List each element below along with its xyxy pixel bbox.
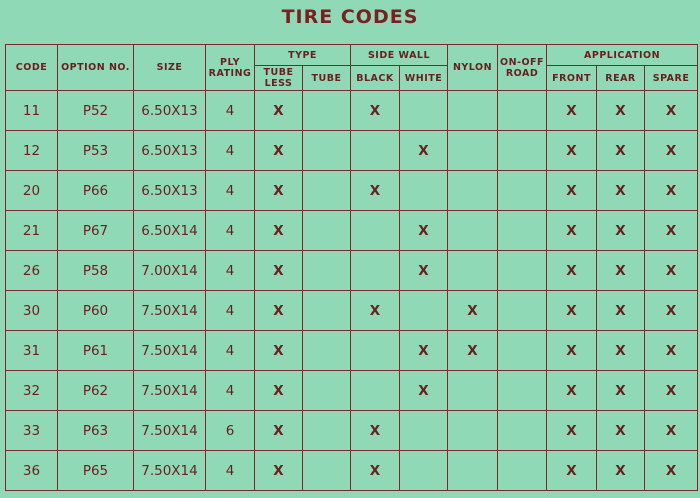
cell-option: P65: [58, 451, 134, 491]
cell-white: [400, 291, 448, 331]
table-row: [6, 91, 698, 131]
cell-black: X: [351, 411, 400, 451]
cell-front: X: [547, 251, 597, 291]
table-row: [6, 411, 698, 451]
cell-black: X: [351, 451, 400, 491]
table-body: [6, 91, 698, 491]
cell-white: [400, 91, 448, 131]
cell-tube: [303, 291, 351, 331]
cell-tube: [303, 411, 351, 451]
cell-front: X: [547, 331, 597, 371]
cell-code: 20: [6, 171, 58, 211]
cell-white: X: [400, 251, 448, 291]
cell-size: 6.50X14: [134, 211, 206, 251]
page-title: TIRE CODES: [281, 6, 419, 28]
header-on-off-road: ON-OFF ROAD: [498, 45, 547, 91]
cell-size: 7.50X14: [134, 291, 206, 331]
cell-spare: X: [645, 411, 698, 451]
table-row: [6, 371, 698, 411]
cell-nylon: X: [448, 291, 498, 331]
cell-code: 12: [6, 131, 58, 171]
cell-size: 6.50X13: [134, 131, 206, 171]
cell-option: P66: [58, 171, 134, 211]
cell-code: 36: [6, 451, 58, 491]
cell-tube: [303, 131, 351, 171]
cell-tubeless: X: [255, 291, 303, 331]
cell-tubeless: X: [255, 371, 303, 411]
cell-rear: X: [597, 291, 645, 331]
cell-rear: X: [597, 451, 645, 491]
cell-size: 7.50X14: [134, 371, 206, 411]
cell-tubeless: X: [255, 171, 303, 211]
cell-white: X: [400, 211, 448, 251]
cell-tube: [303, 91, 351, 131]
header-ply-rating: PLY RATING: [206, 45, 255, 91]
cell-ply: 4: [206, 91, 255, 131]
cell-ply: 4: [206, 171, 255, 211]
cell-ply: 4: [206, 251, 255, 291]
cell-option: P61: [58, 331, 134, 371]
cell-option: P63: [58, 411, 134, 451]
cell-option: P60: [58, 291, 134, 331]
cell-spare: X: [645, 211, 698, 251]
cell-spare: X: [645, 291, 698, 331]
cell-tubeless: X: [255, 211, 303, 251]
cell-black: X: [351, 171, 400, 211]
cell-option: P52: [58, 91, 134, 131]
table-row: [6, 331, 698, 371]
cell-rear: X: [597, 371, 645, 411]
cell-option: P58: [58, 251, 134, 291]
table-row: [6, 131, 698, 171]
cell-nylon: [448, 371, 498, 411]
header-side-wall: SIDE WALL: [351, 45, 448, 66]
header-size: SIZE: [134, 45, 206, 91]
header-tube: TUBE: [303, 66, 351, 91]
cell-option: P62: [58, 371, 134, 411]
cell-nylon: [448, 211, 498, 251]
cell-tubeless: X: [255, 91, 303, 131]
header-white: WHITE: [400, 66, 448, 91]
cell-white: [400, 171, 448, 211]
cell-tubeless: X: [255, 411, 303, 451]
table-row: [6, 251, 698, 291]
cell-on-off-road: [498, 91, 547, 131]
cell-spare: X: [645, 371, 698, 411]
header-nylon: NYLON: [448, 45, 498, 91]
header-option-no: OPTION NO.: [58, 45, 134, 91]
cell-black: [351, 371, 400, 411]
cell-spare: X: [645, 91, 698, 131]
cell-ply: 6: [206, 411, 255, 451]
cell-rear: X: [597, 251, 645, 291]
cell-size: 7.00X14: [134, 251, 206, 291]
header-tubeless: TUBE LESS: [255, 66, 303, 91]
cell-tube: [303, 251, 351, 291]
cell-nylon: [448, 451, 498, 491]
cell-rear: X: [597, 331, 645, 371]
cell-code: 26: [6, 251, 58, 291]
cell-tubeless: X: [255, 451, 303, 491]
header-code: CODE: [6, 45, 58, 91]
cell-ply: 4: [206, 371, 255, 411]
cell-nylon: [448, 171, 498, 211]
cell-on-off-road: [498, 331, 547, 371]
cell-rear: X: [597, 171, 645, 211]
cell-size: 6.50X13: [134, 91, 206, 131]
cell-spare: X: [645, 451, 698, 491]
cell-tube: [303, 371, 351, 411]
cell-size: 7.50X14: [134, 331, 206, 371]
header-black: BLACK: [351, 66, 400, 91]
header-spare: SPARE: [645, 66, 698, 91]
cell-front: X: [547, 211, 597, 251]
cell-nylon: [448, 251, 498, 291]
cell-code: 30: [6, 291, 58, 331]
cell-on-off-road: [498, 171, 547, 211]
cell-code: 33: [6, 411, 58, 451]
cell-nylon: [448, 411, 498, 451]
cell-size: 7.50X14: [134, 451, 206, 491]
cell-rear: X: [597, 91, 645, 131]
cell-on-off-road: [498, 251, 547, 291]
cell-option: P53: [58, 131, 134, 171]
cell-spare: X: [645, 171, 698, 211]
cell-black: [351, 211, 400, 251]
cell-on-off-road: [498, 211, 547, 251]
cell-black: [351, 331, 400, 371]
cell-black: [351, 251, 400, 291]
header-type: TYPE: [255, 45, 351, 66]
cell-rear: X: [597, 411, 645, 451]
cell-tube: [303, 171, 351, 211]
cell-front: X: [547, 451, 597, 491]
cell-white: X: [400, 131, 448, 171]
cell-front: X: [547, 171, 597, 211]
cell-on-off-road: [498, 411, 547, 451]
cell-code: 21: [6, 211, 58, 251]
cell-option: P67: [58, 211, 134, 251]
cell-black: X: [351, 291, 400, 331]
table-row: [6, 451, 698, 491]
cell-white: [400, 451, 448, 491]
cell-rear: X: [597, 211, 645, 251]
cell-white: [400, 411, 448, 451]
cell-front: X: [547, 411, 597, 451]
cell-tubeless: X: [255, 251, 303, 291]
cell-front: X: [547, 371, 597, 411]
header-application: APPLICATION: [547, 45, 698, 66]
cell-black: X: [351, 91, 400, 131]
cell-rear: X: [597, 131, 645, 171]
cell-front: X: [547, 291, 597, 331]
cell-tube: [303, 331, 351, 371]
header-rear: REAR: [597, 66, 645, 91]
cell-nylon: X: [448, 331, 498, 371]
cell-size: 7.50X14: [134, 411, 206, 451]
cell-front: X: [547, 91, 597, 131]
cell-ply: 4: [206, 451, 255, 491]
cell-ply: 4: [206, 331, 255, 371]
tire-codes-table: [5, 44, 698, 491]
cell-nylon: [448, 91, 498, 131]
table-row: [6, 211, 698, 251]
cell-tube: [303, 451, 351, 491]
header-front: FRONT: [547, 66, 597, 91]
cell-on-off-road: [498, 131, 547, 171]
table-header: [6, 45, 698, 91]
cell-spare: X: [645, 331, 698, 371]
cell-black: [351, 131, 400, 171]
cell-nylon: [448, 131, 498, 171]
cell-spare: X: [645, 131, 698, 171]
cell-ply: 4: [206, 211, 255, 251]
cell-spare: X: [645, 251, 698, 291]
cell-on-off-road: [498, 451, 547, 491]
cell-tube: [303, 211, 351, 251]
cell-ply: 4: [206, 131, 255, 171]
table-row: [6, 291, 698, 331]
cell-white: X: [400, 331, 448, 371]
cell-tubeless: X: [255, 331, 303, 371]
cell-ply: 4: [206, 291, 255, 331]
cell-on-off-road: [498, 371, 547, 411]
cell-front: X: [547, 131, 597, 171]
table-row: [6, 171, 698, 211]
cell-code: 32: [6, 371, 58, 411]
cell-code: 31: [6, 331, 58, 371]
cell-code: 11: [6, 91, 58, 131]
cell-tubeless: X: [255, 131, 303, 171]
cell-white: X: [400, 371, 448, 411]
cell-on-off-road: [498, 291, 547, 331]
cell-size: 6.50X13: [134, 171, 206, 211]
